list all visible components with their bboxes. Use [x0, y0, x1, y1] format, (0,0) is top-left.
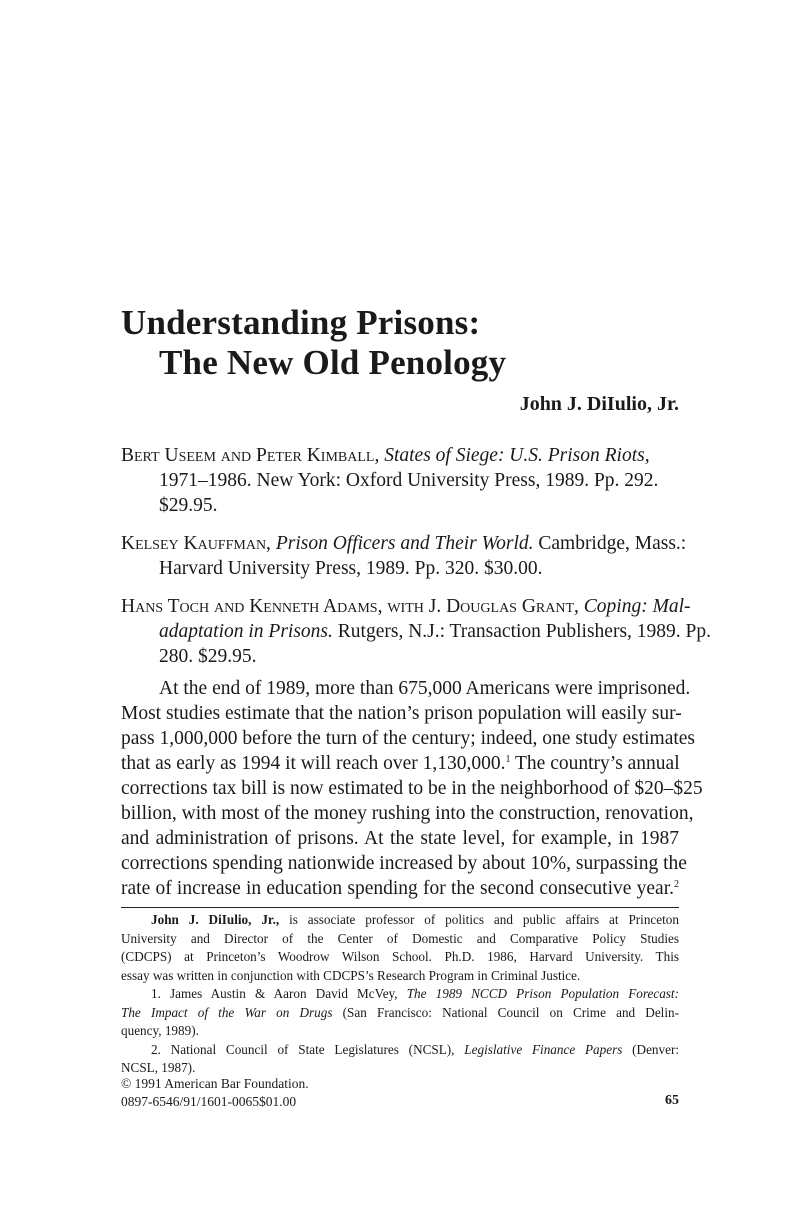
- body-line: corrections spending nationwide increased by about 10%, surpassing the: [121, 853, 687, 874]
- body-line: Most studies estimate that the nation’s prison population will easily sur-: [121, 703, 682, 724]
- author-note-text: is associate professor of politics and public affairs at Princeton: [289, 912, 679, 927]
- review-citation-line: $29.95.: [159, 495, 218, 516]
- page: [121, 0, 712, 1231]
- review-citation-1: [121, 443, 679, 518]
- author-note-line: essay was written in conjunction with CDCPS’s Research Program in Criminal Justice.: [121, 967, 581, 983]
- review-author: Hans Toch: [121, 596, 210, 617]
- body-line-text: rate of increase in education spending for the second consecutive year.: [121, 878, 674, 899]
- article-title-line-2: The New Old Penology: [159, 343, 507, 382]
- author-note-line: [121, 911, 679, 930]
- footnote-text: 1. James Austin & Aaron David McVey,: [151, 986, 398, 1001]
- footnote-title: The 1989 NCCD Prison Population Forecast:: [406, 986, 679, 1001]
- review-citation-line: 1971–1986. New York: Oxford University Press, 1989. Pp. 292.: [159, 470, 659, 491]
- footnote-text: 2. National Council of State Legislatures (NCSL),: [151, 1041, 455, 1057]
- footnote-text: (Denver:: [632, 1041, 680, 1057]
- footnote-1-line: [121, 985, 679, 1004]
- review-book-title: Coping: Mal-: [583, 596, 691, 617]
- review-publisher: Cambridge, Mass.:: [538, 533, 687, 554]
- body-line: [121, 751, 679, 776]
- body-line-text: that as early as 1994 it will reach over 1,130,000.: [121, 753, 506, 774]
- issn-line: 0897-6546/91/1601-0065$01.00: [121, 1094, 297, 1109]
- body-line-text: The country’s annual: [515, 753, 680, 774]
- footnotes: [121, 911, 679, 1078]
- footnote-text: (San Francisco: National Council on Crime and Delin-: [342, 1004, 679, 1020]
- body-line: pass 1,000,000 before the turn of the century; indeed, one study estimates: [121, 728, 696, 749]
- footnote-ref-1: 1: [505, 754, 511, 765]
- article-title-line-1: Understanding Prisons:: [121, 303, 481, 342]
- body-paragraph: [121, 676, 703, 901]
- review-author: Peter Kimball,: [256, 445, 380, 466]
- review-author: J. Douglas Grant,: [428, 596, 579, 617]
- review-author: Kelsey Kauffman,: [121, 533, 271, 554]
- footnote-title: Legislative Finance Papers: [464, 1041, 623, 1057]
- body-line: corrections tax bill is now estimated to be in the neighborhood of $20–$25: [121, 778, 703, 799]
- review-book-title: States of Siege: U.S. Prison Riots,: [384, 445, 650, 466]
- review-conjunction: and: [213, 596, 245, 617]
- body-line: and administration of prisons. At the state level, for example, in 1987: [121, 828, 679, 849]
- footnote-divider: [121, 907, 679, 908]
- author-note-line: (CDCPS) at Princeton’s Woodrow Wilson School. Ph.D. 1986, Harvard University. This: [121, 949, 679, 964]
- review-conjunction: with: [387, 596, 424, 617]
- review-author: Bert Useem: [121, 445, 216, 466]
- copyright-line: © 1991 American Bar Foundation.: [121, 1076, 309, 1091]
- footnote-2-line: [121, 1041, 679, 1060]
- body-line: billion, with most of the money rushing into the construction, renovation,: [121, 803, 694, 824]
- copyright-block: [121, 1075, 309, 1111]
- review-author: Kenneth Adams,: [249, 596, 383, 617]
- footnote-1-line: [121, 1004, 679, 1023]
- author-note-name: John J. DiIulio, Jr.,: [151, 912, 280, 927]
- footnote-1-line: quency, 1989).: [121, 1023, 199, 1038]
- body-line: At the end of 1989, more than 675,000 Americans were imprisoned.: [159, 678, 691, 699]
- article-author: John J. DiIulio, Jr.: [519, 393, 679, 415]
- body-line: [121, 876, 679, 901]
- review-citation-line: Harvard University Press, 1989. Pp. 320. $30.00.: [159, 558, 543, 579]
- review-citation-line: 280. $29.95.: [159, 646, 257, 667]
- page-number: 65: [665, 1093, 679, 1108]
- review-citation-2: [121, 531, 687, 581]
- review-book-title: adaptation in Prisons.: [159, 621, 333, 642]
- author-note-line: University and Director of the Center of Domestic and Comparative Policy Studies: [121, 930, 679, 946]
- review-book-title: Prison Officers and Their World.: [275, 533, 534, 554]
- review-citation-3: [121, 594, 712, 669]
- review-conjunction: and: [220, 445, 252, 466]
- review-publisher: Rutgers, N.J.: Transaction Publishers, 1989. Pp.: [337, 621, 712, 642]
- footnote-2-line: NCSL, 1987).: [121, 1060, 196, 1075]
- footnote-title: The Impact of the War on Drugs: [121, 1004, 333, 1020]
- footnote-ref-2: 2: [674, 879, 679, 890]
